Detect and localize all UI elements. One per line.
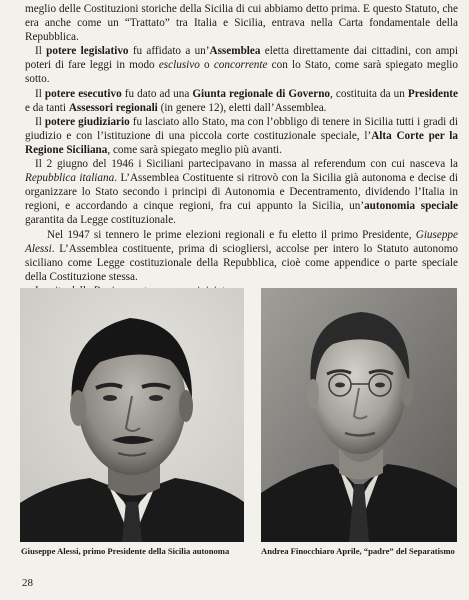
paragraph-elezioni-1947 — [25, 228, 458, 284]
bold-term: Alta Corte per la Regione Siciliana — [25, 129, 458, 156]
text-run: fu affidato a un’ — [128, 45, 210, 58]
text-run: con lo Stato, come sarà spiegato meglio sotto. — [25, 59, 459, 86]
photo-caption-right: Andrea Finocchiaro Aprile, “padre” del Separatismo — [261, 546, 455, 556]
text-run: e da tanti — [25, 101, 69, 114]
portrait-illustration — [261, 288, 457, 542]
photo-caption-left: Giuseppe Alessi, primo Presidente della Sicilia autonoma — [21, 546, 230, 556]
italic-term: Giuseppe Alessi — [25, 228, 458, 255]
bold-term: Assemblea — [209, 45, 261, 58]
bold-term: Presidente — [407, 87, 459, 100]
paragraph-statuto — [25, 2, 458, 44]
paragraph-potere-legislativo — [25, 44, 458, 86]
bold-term: potere legislativo — [46, 45, 129, 58]
text-run: . L’Assemblea costituente, prima di sciogliersi, accolse per intero lo Statuto autonomo siciliano come Legge costituzionale della Repubblica, cioè come appendice o parte speciale della Costituzione stessa. — [25, 242, 458, 283]
text-run: , costituita da un — [330, 87, 408, 100]
bold-term: autonomia speciale — [364, 200, 458, 213]
portrait-photo-finocchiaro — [261, 288, 457, 542]
italic-term: esclusivo — [158, 59, 200, 72]
paragraph-potere-giudiziario — [25, 115, 458, 157]
text-run: . L’Assemblea Costituente si ritrovò con la Sicilia già autonoma e decise di organizzare lo Stato secondo i principi di Autonomia e Decentramento, dividendo l’Italia in regioni, e accordando a cinque regioni, fra cui appunto la Sicilia, un’ — [25, 172, 458, 213]
text-run: Nel 1947 si tennero le prime elezioni regionali e fu eletto il primo Presidente, — [47, 228, 416, 241]
text-run: o — [199, 59, 214, 72]
text-run: Il — [35, 115, 45, 128]
text-run: fu lasciato allo Stato, ma con l’obbligo di tenere in Sicilia tutti i gradi di giudizio e con l’istituzione di una piccola corte costituzionale speciale, l’ — [25, 115, 458, 142]
text-run: garantita da Legge costituzionale. — [25, 214, 176, 227]
text-run: (in genere 12), eletti dall’Assemblea. — [157, 101, 327, 114]
italic-term: concorrente — [213, 59, 268, 72]
text-run: meglio delle Costituzioni storiche della Sicilia di cui abbiamo detto prima. E questo Statuto, che era anche come un “Trattato” tra Italia e Sicilia, entrava nella Carta fondamentale della Repubblica. — [25, 3, 458, 44]
portrait-illustration — [20, 288, 244, 542]
text-run: , come sarà spiegato meglio più avanti. — [107, 143, 282, 156]
bold-term: potere giudiziario — [44, 115, 130, 128]
paragraph-referendum — [25, 157, 458, 227]
page-number: 28 — [22, 577, 33, 589]
bold-term: potere esecutivo — [44, 87, 122, 100]
portrait-photo-alessi — [20, 288, 244, 542]
italic-term: Repubblica italiana — [25, 172, 115, 185]
text-run: Il 2 giugno del 1946 i Siciliani partecipavano in massa al referendum con cui nasceva la — [35, 158, 458, 171]
bold-term: Giunta regionale di Governo — [192, 87, 331, 100]
text-run: Il — [35, 45, 47, 58]
bold-term: Assessori regionali — [68, 101, 158, 114]
text-run: Il — [35, 87, 45, 100]
text-run: fu dato ad una — [121, 87, 193, 100]
text-run: eletta direttamente dai cittadini, con ampi poteri di fare leggi in modo — [25, 45, 459, 72]
paragraph-potere-esecutivo — [25, 87, 458, 115]
article-text — [25, 2, 458, 298]
